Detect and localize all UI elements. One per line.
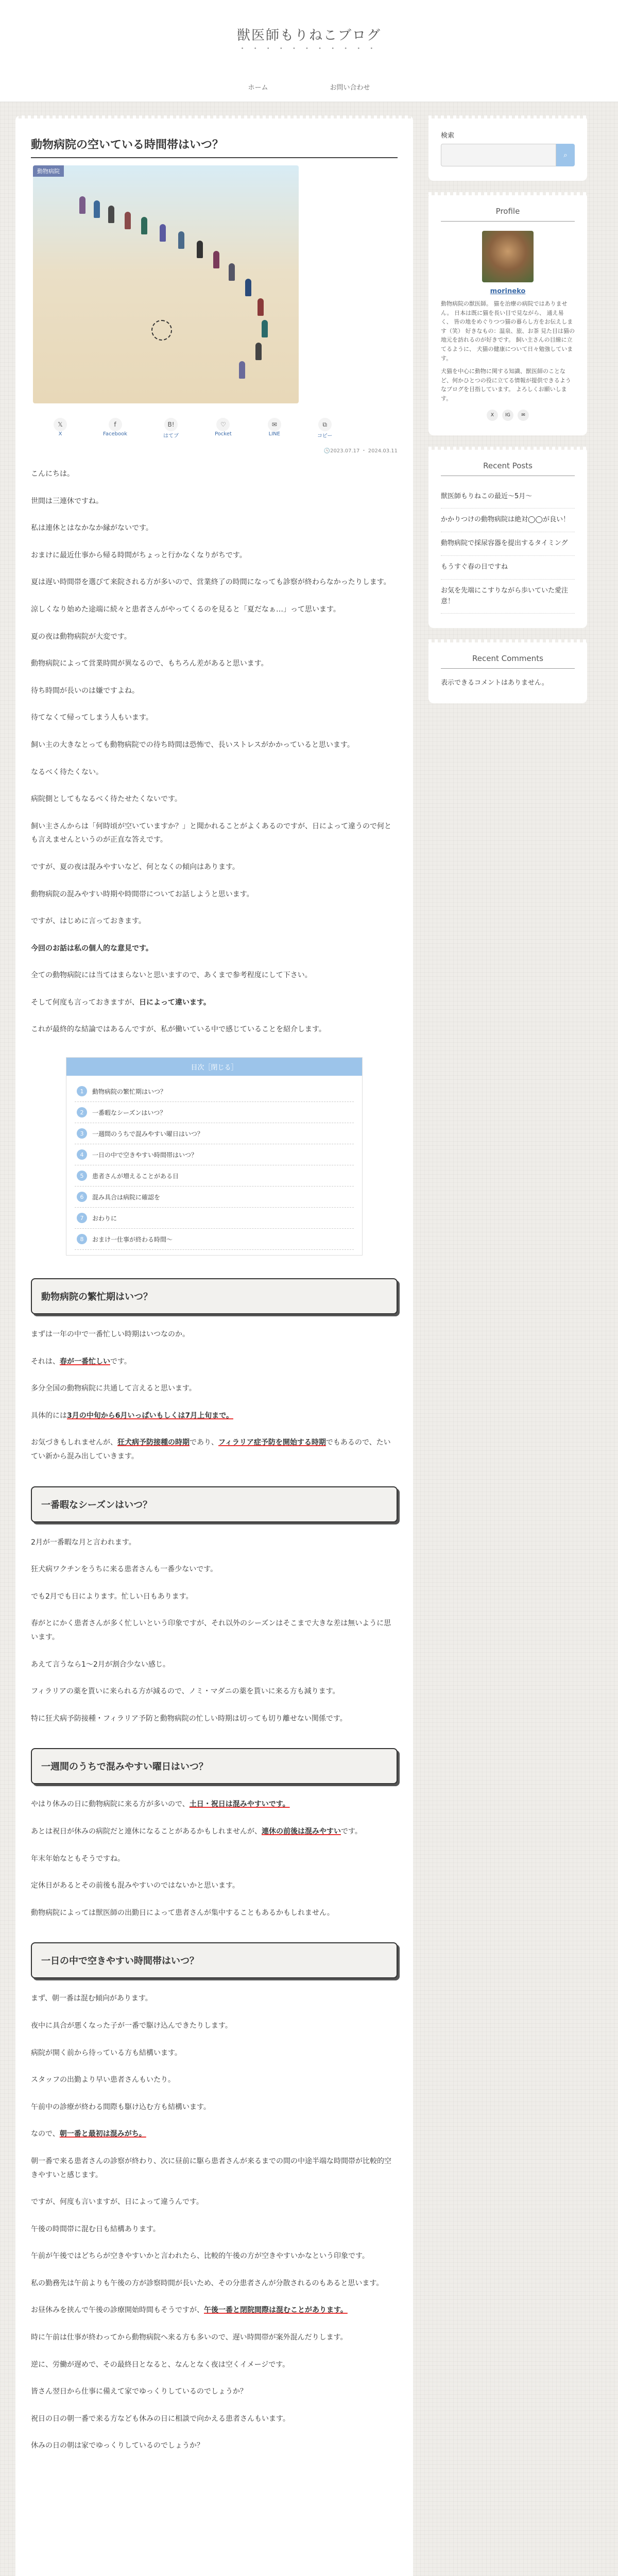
share-copy[interactable]: ⧉ コピー	[317, 418, 333, 439]
paragraph: ですが、はじめに言っておきます。	[31, 917, 146, 926]
profile-social	[441, 410, 575, 421]
paragraph: 病院が開く前から待っている方も結構います。	[31, 2048, 182, 2057]
paragraph: 動物病院によっては獣医師の出勤日によって患者さんが集中することもあるかもしれません。	[31, 1908, 334, 1917]
article	[15, 115, 413, 2576]
toc-item[interactable]: 4 一日の中で空きやすい時間帯はいつ？	[75, 1144, 354, 1165]
paragraph: なるべく待たくない。	[31, 768, 103, 776]
toc-header[interactable]: 目次［閉じる］	[66, 1058, 362, 1076]
no-comments-text: 表示できるコメントはありません。	[441, 679, 548, 687]
recent-comments-title: Recent Comments	[441, 654, 575, 669]
paragraph: ですが、夏の夜は混みやすいなど、何となくの傾向はあります。	[31, 862, 239, 871]
paragraph: 具体的には3月の中旬から6月いっぱいもしくは7月上旬まで。	[31, 1411, 233, 1420]
paragraph: こんにちは。	[31, 470, 74, 478]
paragraph: なので、朝一番と最初は混みがち。	[31, 2130, 146, 2139]
paragraph: 春がとにかく患者さんが多く忙しいという印象ですが、それ以外のシーズンはそこまで大きな差は無いように思います。	[31, 1619, 391, 1641]
entry-title: 動物病院の空いている時間帯はいつ？	[31, 136, 398, 158]
post-date: 🕓2023.07.17 ・ 2024.03.11	[323, 448, 398, 454]
title-decoration: • • • • • • • • • • •	[241, 46, 377, 52]
copy-icon: ⧉	[318, 418, 332, 431]
search-label: 検索	[441, 132, 455, 140]
search-input[interactable]	[441, 144, 556, 166]
share-line[interactable]: ✉ LINE	[268, 418, 281, 439]
paragraph: 皆さん翌日から仕事に備えて家でゆっくりしているのでしょうか？	[31, 2387, 247, 2396]
avatar	[482, 231, 534, 282]
line-icon: ✉	[268, 418, 281, 431]
share-hatena[interactable]: B! はてブ	[163, 418, 179, 439]
paragraph: 全ての動物病院には当てはまらないと思いますので、あくまで参考程度にして下さい。	[31, 971, 312, 980]
paragraph: 年末年始なともそうですね。	[31, 1854, 125, 1863]
paragraph: 飼い主さんからは「何時頃が空いていますか？」と聞かれることがよくあるのですが、日によって違うので何とも言えませんというのが正直な答えです。	[31, 822, 391, 844]
toc-item[interactable]: 6 混み具合は病院に確認を	[75, 1187, 354, 1208]
section-heading: 一日の中で空きやすい時間帯はいつ？	[31, 1942, 398, 1978]
section-heading: 一週間のうちで混みやすい曜日はいつ？	[31, 1748, 398, 1784]
toc-item[interactable]: 1 動物病院の繁忙期はいつ？	[75, 1081, 354, 1102]
recent-post-link[interactable]: もうすぐ春の日ですね	[441, 556, 575, 580]
paragraph: 午前が午後ではどちらが空きやすいかと言われたら、比較的午後の方が空きやすいかなという印象です。	[31, 2252, 369, 2261]
paragraph: 私は連休とはなかなか縁がないです。	[31, 524, 153, 533]
paragraph: でも2月でも日によります。忙しい日もあります。	[31, 1592, 193, 1601]
mail-icon[interactable]: ✉	[518, 410, 529, 421]
site-title[interactable]: 獣医師もりねこブログ	[236, 28, 381, 43]
eyecatch-image	[33, 165, 299, 403]
paragraph: 2月が一番暇な月と言われます。	[31, 1538, 136, 1547]
recent-posts-widget	[428, 447, 587, 629]
paragraph: あとは祝日が休みの病院だと連休になることがあるかもしれませんが、連休の前後は混みやすいです。	[31, 1827, 362, 1836]
paragraph: 病院側としてもなるべく待たせたくないです。	[31, 795, 182, 804]
paragraph: 時に午前は仕事が終わってから動物病院へ来る方も多いので、遅い時間帯が案外混んだりします。	[31, 2333, 348, 2342]
search-icon: ⌕	[563, 151, 568, 159]
table-of-contents	[66, 1057, 363, 1256]
paragraph: 夏の夜は動物病院が大変です。	[31, 632, 131, 641]
recent-comments-widget	[428, 639, 587, 703]
section-heading: 一番暇なシーズンはいつ？	[31, 1486, 398, 1522]
share-pocket[interactable]: ♡ Pocket	[215, 418, 232, 439]
article-body	[31, 467, 398, 2453]
site-header	[0, 0, 618, 72]
share-x[interactable]: 𝕏 X	[54, 418, 67, 439]
paragraph: 狂犬病ワクチンをうちに来る患者さんも一番少ないです。	[31, 1565, 218, 1574]
paragraph: 夏は遅い時間帯を選びて来院される方が多いので、営業終了の時間になっても診察が終わらなかったりします。	[31, 578, 391, 587]
recent-post-link[interactable]: お気を先端にこすりながら歩いていた愛注意！	[441, 580, 575, 614]
paragraph: フィラリアの薬を貰いに来られる方が減るので、ノミ・マダニの薬を貰いに来る方も減ります。	[31, 1687, 340, 1696]
paragraph: 夜中に具合が悪くなった子が一番で駆け込んできたりします。	[31, 2021, 232, 2030]
toc-item[interactable]: 7 おわりに	[75, 1208, 354, 1229]
paragraph: 朝一番で来る患者さんの診察が終わり、次に昼前に駆ら患者さんが来るまでの間の中途半端な時間帯が比較的空きやすいと感じます。	[31, 2157, 391, 2179]
paragraph: 動物病院の混みやすい時期や時間帯についてお話しようと思います。	[31, 890, 254, 899]
section-heading: 動物病院の繁忙期はいつ？	[31, 1278, 398, 1314]
nav-contact[interactable]: お問い合わせ	[330, 84, 370, 92]
paragraph: やはり休みの日に動物病院に来る方が多いので、土日・祝日は混みやすいです。	[31, 1800, 290, 1809]
global-nav	[0, 72, 618, 102]
toc-item[interactable]: 2 一番暇なシーズンはいつ？	[75, 1102, 354, 1123]
recent-post-link[interactable]: 獣医師もりねこの最近〜5月〜	[441, 485, 575, 509]
paragraph: 動物病院によって営業時間が異なるので、もちろん差があると思います。	[31, 659, 268, 668]
category-label[interactable]: 動物病院	[33, 165, 64, 177]
paragraph: 待てなくて帰ってしまう人もいます。	[31, 714, 153, 722]
toc-item[interactable]: 5 患者さんが増えることがある日	[75, 1165, 354, 1187]
paragraph: 多分全国の動物病院に共通して言えると思います。	[31, 1384, 196, 1393]
profile-title: Profile	[441, 207, 575, 222]
paragraph: あえて言うなら1〜2月が割合少ない感じ。	[31, 1660, 170, 1669]
recent-post-link[interactable]: 動物病院で採尿容器を提出するタイミング	[441, 532, 575, 556]
paragraph: 定休日があるとその前後も混みやすいのではないかと思います。	[31, 1882, 239, 1890]
pocket-icon: ♡	[216, 418, 230, 431]
paragraph: 世間は三連休ですね。	[31, 497, 103, 505]
paragraph: そして何度も言っておきますが、日によって違います。	[31, 998, 211, 1007]
x-icon: 𝕏	[54, 418, 67, 431]
hatena-icon: B!	[164, 418, 178, 431]
search-widget	[428, 115, 587, 181]
paragraph: 午後の時間帯に混む日も結構あります。	[31, 2225, 160, 2233]
bold-paragraph: 今回のお話は私の個人的な意見です。	[31, 944, 153, 953]
facebook-icon: f	[109, 418, 122, 431]
search-button[interactable]	[556, 144, 575, 166]
recent-posts-title: Recent Posts	[441, 461, 575, 476]
toc-item[interactable]: 8 おまけ一仕事が終わる時間〜	[75, 1229, 354, 1250]
paragraph: それは、春が一番忙しいです。	[31, 1357, 131, 1366]
x-icon[interactable]: X	[487, 410, 498, 421]
nav-home[interactable]: ホーム	[248, 84, 268, 92]
paragraph: まずは一年の中で一番忙しい時期はいつなのか。	[31, 1330, 190, 1339]
paragraph: 飼い主の大きなとっても動物病院での待ち時間は恐怖で、長いストレスがかかっていると思います。	[31, 740, 354, 749]
instagram-icon[interactable]: IG	[502, 410, 513, 421]
paragraph: 休みの日の朝は家でゆっくりしているのでしょうか？	[31, 2442, 204, 2450]
recent-post-link[interactable]: かかりつけの動物病院は絶対◯◯が良い！	[441, 509, 575, 532]
paragraph: 祝日の日の朝一番で来る方なども休みの日に相談で向かえる患者さんもいます。	[31, 2414, 290, 2423]
paragraph: ですが、何度も言いますが、日によって違うんです。	[31, 2198, 203, 2207]
paragraph: これが最終的な結論ではあるんですが、私が働いている中で感じていることを紹介します。	[31, 1025, 326, 1034]
profile-widget	[428, 192, 587, 435]
share-buttons	[54, 418, 398, 439]
paragraph: 私の勤務先は午前よりも午後の方が診察時間が長いため、その分患者さんが分散されるのもあると思います。	[31, 2279, 384, 2287]
paragraph: お昼休みを挟んで午後の診療開始時間もそうですが、午後一番と閉院間際は混むことがあります。	[31, 2306, 348, 2315]
profile-description: 犬猫を中心に動物に関する知識、獣医師のことなど、何かひとつの役に立てる情報が提供できるようなブログを目指しています。 よろしくお願いします。	[441, 368, 571, 402]
profile-description: 動物病院の獣医師。 猫を治療の病院ではありません。 日本は既に猫を長い目で見ながら、 通え易く、 皆の地をめぐりつつ猫の暮らし方をお伝えします（笑） 好きなもの：温泉、旅、お茶 見た目は猫の地元を訪れるのが好きです。 飼い主さんの目線に立てるように、 犬猫の健康について日々勉強しています。	[441, 300, 575, 362]
toc-item[interactable]: 3 一週間のうちで混みやすい曜日はいつ？	[75, 1123, 354, 1144]
share-facebook[interactable]: f Facebook	[103, 418, 127, 439]
paragraph: お気づきもしれませんが、狂犬病予防接種の時期であり、フィラリア症予防を開始する時期でもあるので、たいてい新から混み出していきます。	[31, 1438, 391, 1461]
paragraph: スタッフの出勤より早い患者さんもいたり。	[31, 2076, 175, 2084]
paragraph: まず、朝一番は混む傾向があります。	[31, 1994, 152, 2003]
paragraph: 涼しくなり始めた途端に続々と患者さんがやってくるのを見ると「夏だなぁ…」って思います。	[31, 605, 340, 614]
paragraph: 午前中の診療が終わる間際も駆け込む方も結構います。	[31, 2103, 211, 2111]
sidebar	[428, 115, 587, 2576]
paragraph: おまけに最近仕事から帰る時間がちょっと行かなくなりがちです。	[31, 551, 247, 560]
profile-name[interactable]: morineko	[490, 287, 526, 295]
paragraph: 逆に、労働が遅めで、その最終日となると、なんとなく夜は空くイメージです。	[31, 2360, 290, 2369]
paragraph: 待ち時間が長いのは嫌ですよね。	[31, 686, 139, 695]
paragraph: 特に狂犬病予防接種・フィラリア予防と動物病院の忙しい時期は切っても切り離せない関係です。	[31, 1714, 347, 1723]
